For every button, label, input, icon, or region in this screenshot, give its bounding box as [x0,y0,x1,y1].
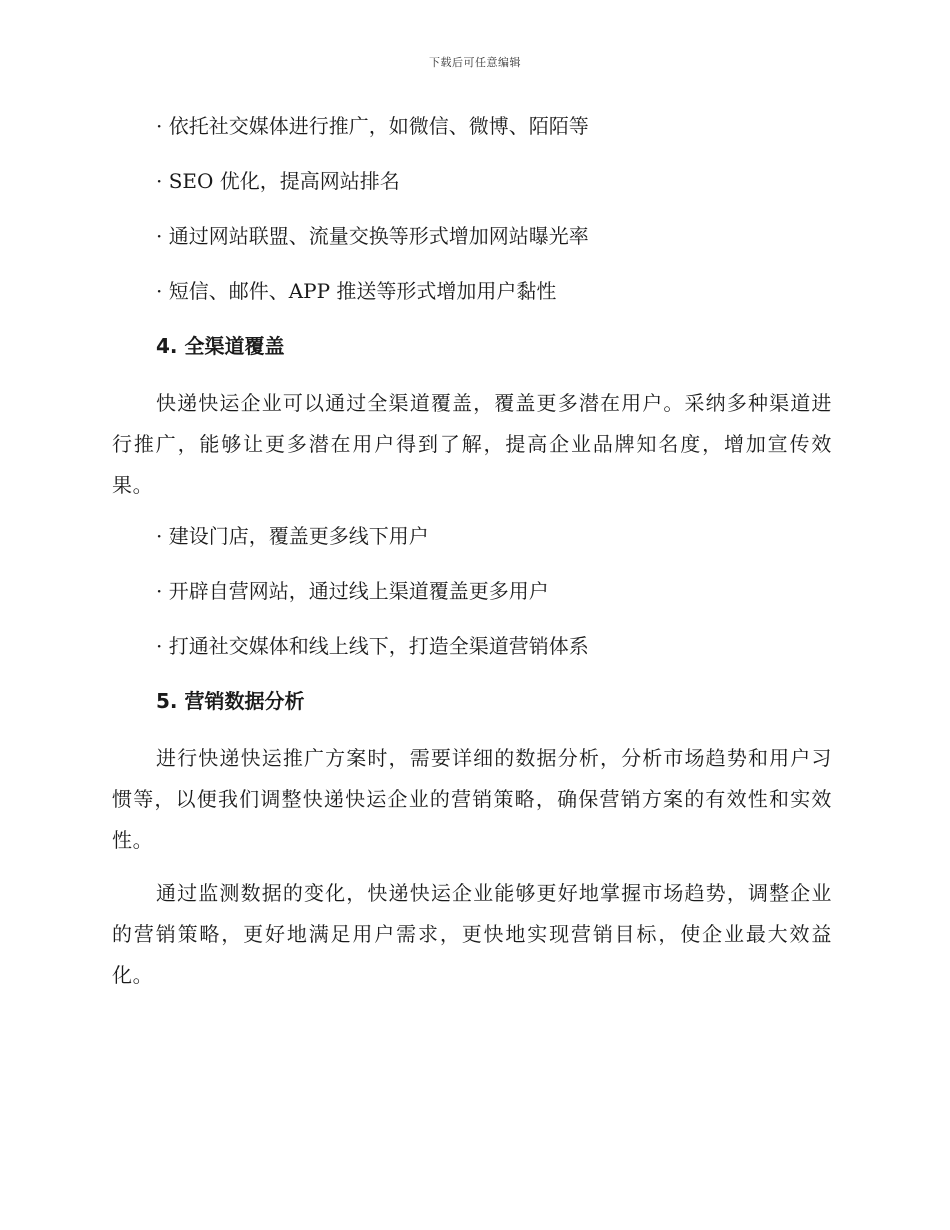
section-heading-4: 4. 全渠道覆盖 [156,334,285,358]
bullet-item: · SEO 优化，提高网站排名 [156,169,400,193]
bullet-item: · 开辟自营网站，通过线上渠道覆盖更多用户 [156,579,549,603]
section4-paragraph: 快递快运企业可以通过全渠道覆盖，覆盖更多潜在用户。采纳多种渠道进行推广，能够让更多潜在用户得到了解，提高企业品牌知名度，增加宣传效果。 [112,391,832,497]
bullet-item: · 依托社交媒体进行推广，如微信、微博、陌陌等 [156,114,589,138]
bullet-item: · 短信、邮件、APP 推送等形式增加用户黏性 [156,279,557,303]
section5-paragraph-2: 通过监测数据的变化，快递快运企业能够更好地掌握市场趋势，调整企业的营销策略，更好地满足用户需求，更快地实现营销目标，使企业最大效益化。 [112,881,832,987]
bullet-item: · 打通社交媒体和线上线下，打造全渠道营销体系 [156,634,589,658]
section-heading-5: 5. 营销数据分析 [156,689,305,713]
page-header: 下载后可任意编辑 [429,56,521,69]
document-body [112,108,832,1008]
bullet-item: · 通过网站联盟、流量交换等形式增加网站曝光率 [156,224,589,248]
bullet-item: · 建设门店，覆盖更多线下用户 [156,524,429,548]
section5-paragraph-1: 进行快递快运推广方案时，需要详细的数据分析，分析市场趋势和用户习惯等，以便我们调整快递快运企业的营销策略，确保营销方案的有效性和实效性。 [112,746,832,852]
